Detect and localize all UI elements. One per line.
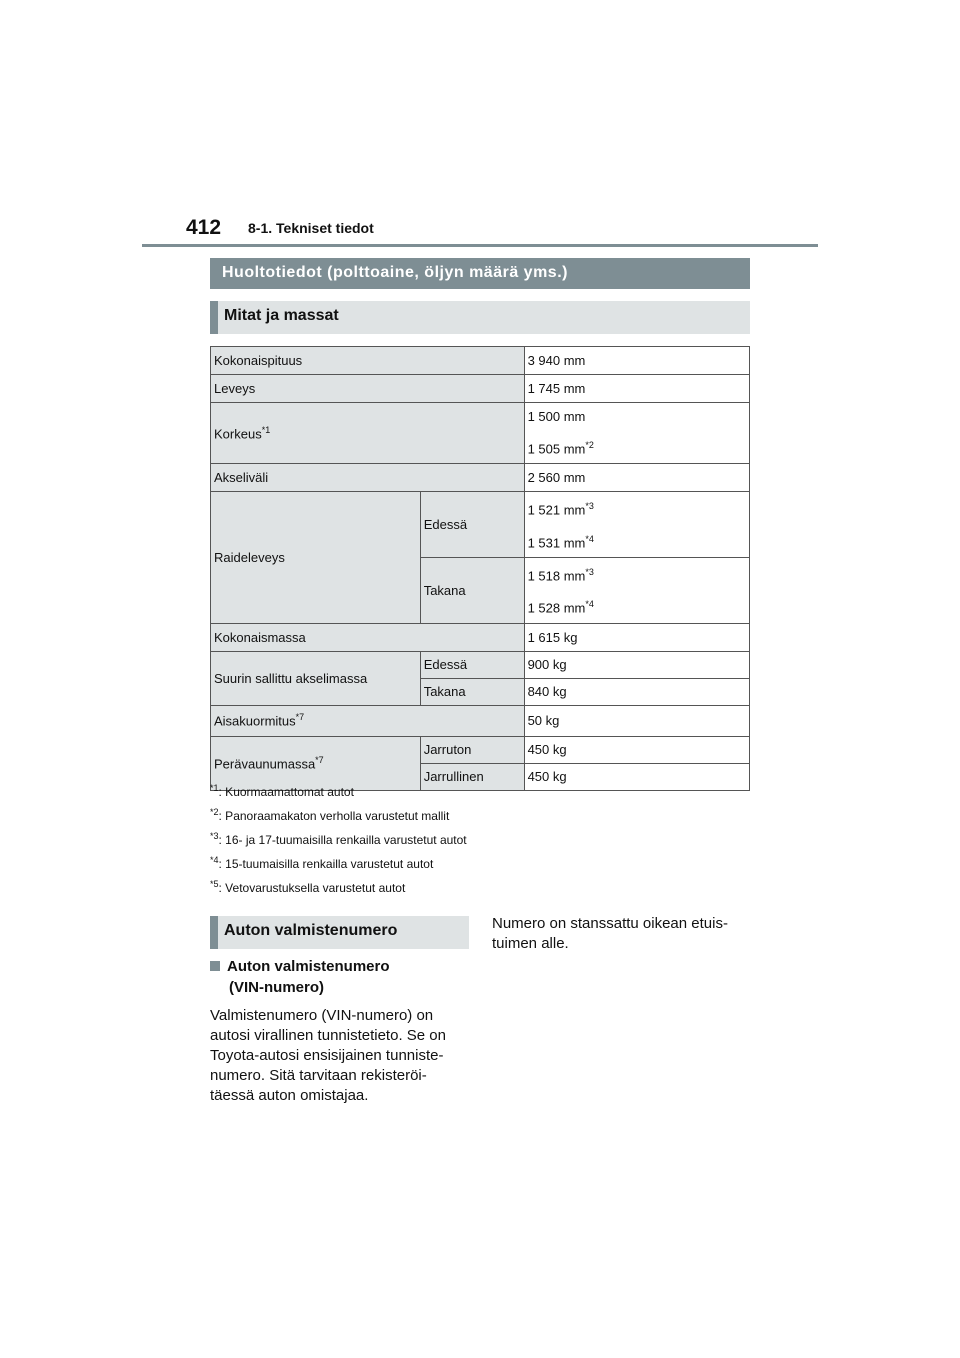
braked-label: Jarrullinen [420,763,524,790]
track-rear-value: 1 518 $mm^{*3}$ 1 528 $mm^{*4}$ [524,557,749,623]
unbraked-label: Jarruton [420,736,524,763]
drawbar-load-label: Aisakuormitus$^{*7}$ [211,705,525,736]
table-row [211,464,750,492]
table-row [211,403,750,464]
table-row [211,375,750,403]
table-row [211,492,750,558]
width-label: Leveys [211,375,525,403]
axle-front-label: Edessä [420,651,524,678]
table-row [211,623,750,651]
width-value: 1 745 mm [524,375,749,403]
table-row [211,347,750,375]
square-bullet-icon [210,961,220,971]
axle-mass-label: Suurin sallittu akselimassa [211,651,421,705]
length-value: 3 940 mm [524,347,749,375]
track-front-value: 1 521 $mm^{*3}$ 1 531 $mm^{*4}$ [524,492,749,558]
specs-table [210,346,750,791]
footnotes [210,780,467,900]
vin-bullet-title: Auton valmistenumero (VIN-numero) [210,956,470,998]
footnote: $^{*3}$: 16- ja 17-tuumaisilla renkailla varustetut autot [210,831,467,847]
footnote: $^{*1}$: Kuormaamattomat autot [210,783,354,799]
trailer-mass-label: Perävaunumassa$^{*7}$ [211,736,421,790]
track-front-label: Edessä [420,492,524,558]
page-number: 412 [186,216,222,239]
main-heading: Huoltotiedot (polttoaine, öljyn määrä yms.) [210,258,750,289]
vin-heading: Auton valmistenumero [210,916,469,949]
height-label: Korkeus$^{*1}$ [211,403,525,464]
braked-value: 450 kg [524,763,749,790]
gross-mass-value: 1 615 kg [524,623,749,651]
length-label: Kokonaispituus [211,347,525,375]
vin-description: Valmistenumero (VIN-numero) on autosi virallinen tunnistetieto. Se on Toyota-autosi ensisijainen tunniste- numero. Sitä tarvitaan rekisteröi- täessä auton omistajaa. [210,1007,446,1104]
footnote: $^{*4}$: 15-tuumaisilla renkailla varustetut autot [210,855,434,871]
section-title: 8-1. Tekniset tiedot [248,220,374,236]
height-value: 1 500 mm 1 505 $mm^{*2}$ [524,403,749,464]
track-label: Raideleveys [211,492,421,623]
wheelbase-value: 2 560 mm [524,464,749,492]
table-row [211,651,750,678]
footnote: $^{*2}$: Panoraamakaton verholla varustetut mallit [210,807,450,823]
wheelbase-label: Akseliväli [211,464,525,492]
footnote: $^{*5}$: Vetovarustuksella varustetut autot [210,879,406,895]
drawbar-load-value: 50 kg [524,705,749,736]
axle-front-value: 900 kg [524,651,749,678]
table-row [211,705,750,736]
unbraked-value: 450 kg [524,736,749,763]
axle-rear-label: Takana [420,678,524,705]
header-divider [142,244,818,247]
track-rear-label: Takana [420,557,524,623]
table-row [211,736,750,763]
gross-mass-label: Kokonaismassa [211,623,525,651]
vin-location-text: Numero on stanssattu oikean etuis- tuimen alle. [492,915,728,952]
axle-rear-value: 840 kg [524,678,749,705]
dimensions-heading: Mitat ja massat [210,301,750,334]
